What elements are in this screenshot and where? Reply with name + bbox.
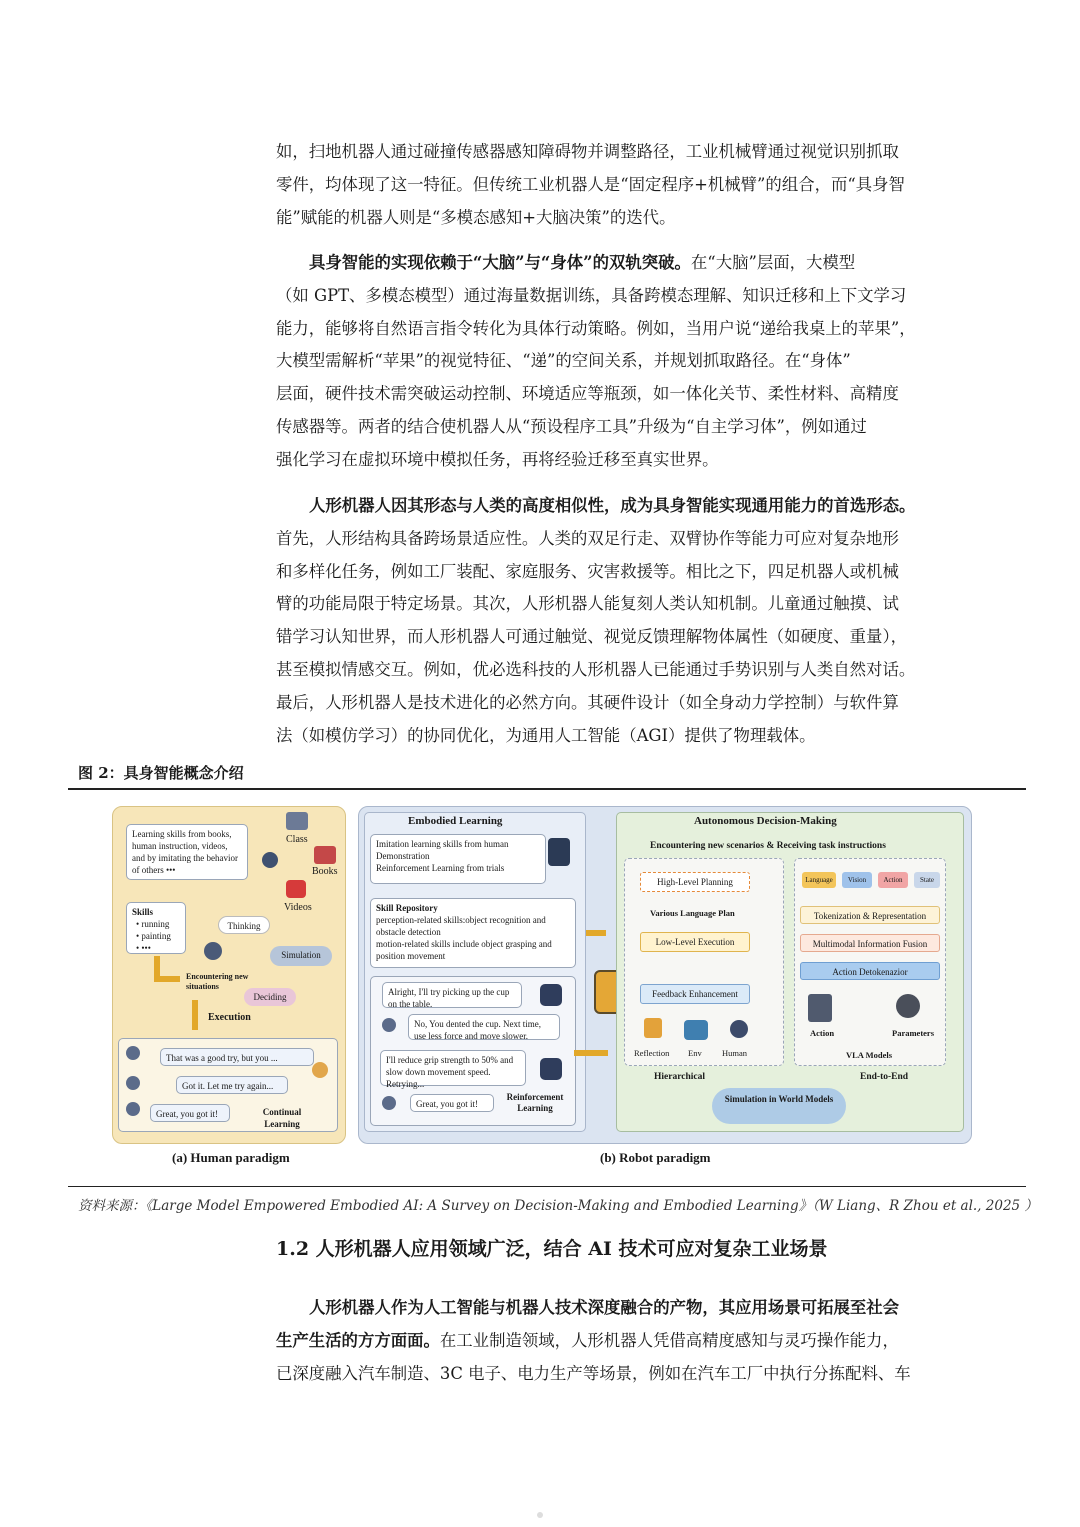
robot-icon: [540, 984, 562, 1006]
paragraph-2: [276, 247, 1004, 477]
learner-avatar-icon: [262, 852, 278, 868]
person-avatar-icon: [126, 1102, 140, 1116]
tokenization-box: Tokenization & Representation: [800, 906, 940, 924]
text-line: 和多样化任务，例如工厂装配、家庭服务、灾害救援等。相比之下，四足机器人或机械: [276, 561, 899, 581]
env-label: Env: [688, 1048, 702, 1058]
books-icon: [314, 846, 336, 864]
skill-repository-title: Skill Repository: [376, 903, 438, 913]
simulation-cloud: Simulation: [270, 946, 332, 966]
gold-arrow: [192, 1000, 198, 1030]
chat-bubble: Got it. Let me try again...: [176, 1076, 288, 1094]
skill-item: • •••: [136, 943, 151, 953]
skill-item: • running: [136, 919, 170, 929]
vision-token: Vision: [842, 872, 872, 888]
various-language-plan: Various Language Plan: [650, 908, 735, 918]
text-line: 大模型需解析“苹果”的视觉特征、“递”的空间关系，并规划抓取路径。在“身体”: [276, 351, 851, 371]
text-line: 首先，人形结构具备跨场景适应性。人类的双足行走、双臂协作等能力可应对复杂地形: [276, 528, 899, 548]
skill-item: • painting: [136, 931, 171, 941]
imitation-text: Imitation learning skills from human Demonstration: [376, 839, 509, 861]
high-level-planning: High-Level Planning: [640, 872, 750, 892]
dialog-bubble: I'll reduce grip strength to 50% and slow down movement speed. Retrying...: [380, 1050, 526, 1086]
gold-arrow: [586, 930, 606, 936]
human-icon: [730, 1020, 748, 1038]
text-line: 最后，人形机器人是技术进化的必然方向。其硬件设计（如全身动力学控制）与软件算: [276, 692, 899, 712]
class-icon: [286, 812, 308, 830]
execution-label: Execution: [208, 1012, 251, 1023]
robot-paradigm-caption: (b) Robot paradigm: [600, 1150, 711, 1165]
person-avatar-icon: [204, 942, 222, 960]
motion-skills: motion-related skills include object grasping and position movement: [376, 939, 552, 961]
text-run: 在“大脑”层面，大模型: [690, 253, 856, 272]
deciding-bubble: Deciding: [244, 988, 296, 1006]
text-line: [276, 490, 1004, 523]
text-line: 传感器等。两者的结合使机器人从“预设程序工具”升级为“自主学习体”，例如通过: [276, 416, 867, 436]
dialog-bubble: No, You dented the cup. Next time, use less force and move slower.: [408, 1014, 560, 1040]
encountering-scenarios-label: Encountering new scenarios & Receiving task instructions: [650, 841, 886, 851]
text-line: 已深度融入汽车制造、3C 电子、电力生产等场景，例如在汽车工厂中执行分拣配料、车: [276, 1363, 911, 1383]
robot-arm-icon: [808, 994, 832, 1022]
feedback-enhancement: Feedback Enhancement: [640, 984, 750, 1004]
end-to-end-label: End-to-End: [860, 1072, 909, 1082]
reinforcement-text: Reinforcement Learning from trials: [376, 863, 505, 873]
skill-repository-box: [370, 898, 576, 968]
dialog-bubble: Great, you got it!: [410, 1094, 494, 1112]
bold-lead: 具身智能的实现依赖于“大脑”与“身体”的双轨突破。: [309, 253, 691, 272]
learning-methods-box: [370, 834, 546, 884]
text-line: 零件，均体现了这一特征。但传统工业机器人是“固定程序+机械臂”的组合，而“具身智: [276, 174, 905, 194]
rl-label: Reinforcement Learning: [506, 1092, 564, 1113]
page-indicator: [537, 1512, 543, 1518]
reflection-label: Reflection: [634, 1048, 670, 1058]
text-line: 臂的功能局限于特定场景。其次，人形机器人能复刻人类认知机制。儿童通过触摸、试: [276, 594, 899, 614]
figure-caption: 图 2：具身智能概念介绍: [78, 764, 244, 782]
figure-top-rule: [68, 788, 1026, 790]
paragraph-3: [276, 490, 1004, 752]
adm-title: Autonomous Decision-Making: [694, 815, 837, 827]
skills-title: Skills: [132, 907, 154, 917]
hierarchical-label: Hierarchical: [654, 1072, 706, 1082]
continual-learning-label: Continual Learning: [262, 1107, 302, 1129]
person-avatar-icon: [382, 1018, 396, 1032]
class-label: Class: [286, 834, 308, 845]
videos-label: Videos: [284, 902, 312, 913]
action-token: Action: [878, 872, 908, 888]
teacher-avatar-icon: [312, 1062, 328, 1078]
gold-arrow: [574, 1050, 608, 1056]
thinking-bubble: Thinking: [218, 916, 270, 934]
bold-lead: 人形机器人作为人工智能与机器人技术深度融合的产物，其应用场景可拓展至社会: [309, 1298, 900, 1317]
text-line: [276, 1292, 1004, 1325]
state-token: State: [914, 872, 940, 888]
text-line: 甚至模拟情感交互。例如，优必选科技的人形机器人已能通过手势识别与人类自然对话。: [276, 659, 916, 679]
text-line: 层面，硬件技术需突破运动控制、环境适应等瓶颈，如一体化关节、柔性材料、高精度: [276, 384, 899, 404]
paragraph-4: [276, 1292, 1004, 1390]
detokenizer-box: Action Detokenazior: [800, 962, 940, 980]
chat-bubble: Great, you got it!: [150, 1104, 230, 1122]
person-avatar-icon: [126, 1076, 140, 1090]
language-token: Language: [802, 872, 836, 888]
robot-head-icon: [548, 838, 570, 866]
section-heading: 1.2 人形机器人应用领域广泛，结合 AI 技术可应对复杂工业场景: [276, 1238, 828, 1260]
perception-skills: perception-related skills:object recognition and obstacle detection: [376, 915, 546, 937]
bold-lead: 生产生活的方方面面。: [276, 1330, 440, 1350]
figure-source: 资料来源：《Large Model Empowered Embodied AI: A Survey on Decision-Making and Embodied Learning》（W Liang、R Zhou et al., 2025 ）: [78, 1198, 1038, 1214]
text-line: [276, 247, 1004, 280]
text-line: 能力，能够将自然语言指令转化为具体行动策略。例如，当用户说“递给我桌上的苹果”，: [276, 318, 916, 338]
text-line: 错学习认知世界，而人形机器人可通过触觉、视觉反馈理解物体属性（如硬度、重量），: [276, 627, 908, 647]
action-label: Action: [810, 1028, 835, 1038]
parameters-label: Parameters: [892, 1028, 935, 1038]
gold-arrow: [154, 976, 180, 982]
text-line: [276, 1325, 1004, 1358]
env-icon: [684, 1020, 708, 1040]
person-avatar-icon: [382, 1096, 396, 1110]
low-level-execution: Low-Level Execution: [640, 932, 750, 952]
bold-lead: 人形机器人因其形态与人类的高度相似性，成为具身智能实现通用能力的首选形态。: [309, 496, 916, 515]
simulation-world-models-cloud: Simulation in World Models: [712, 1088, 846, 1124]
human-paradigm-caption: (a) Human paradigm: [172, 1150, 290, 1165]
fusion-box: Multimodal Information Fusion: [800, 934, 940, 952]
dialog-bubble: Alright, I'll try picking up the cup on the table.: [382, 982, 522, 1008]
text-line: 强化学习在虚拟环境中模拟任务，再将经验迁移至真实世界。: [276, 449, 719, 469]
robot-icon: [540, 1058, 562, 1080]
figure-bottom-rule: [68, 1186, 1026, 1187]
text-run: 在工业制造领域，人形机器人凭借高精度感知与灵巧操作能力，: [439, 1330, 899, 1350]
encountering-label: Encountering new situations: [186, 972, 249, 991]
human-intro-box: Learning skills from books, human instruction, videos, and by imitating the behavior of others •••: [126, 824, 248, 880]
text-line: （如 GPT、多模态模型）通过海量数据训练，具备跨模态理解、知识迁移和上下文学习: [276, 285, 907, 305]
person-avatar-icon: [126, 1046, 140, 1060]
chat-bubble: That was a good try, but you ...: [160, 1048, 314, 1066]
reflection-icon: [644, 1018, 662, 1038]
vla-models-label: VLA Models: [846, 1050, 893, 1060]
text-line: 如，扫地机器人通过碰撞传感器感知障碍物并调整路径，工业机械臂通过视觉识别抓取: [276, 142, 899, 161]
videos-icon: [286, 880, 306, 898]
text-line: 法（如模仿学习）的协同优化，为通用人工智能（AGI）提供了物理载体。: [276, 725, 816, 745]
text-line: 能”赋能的机器人则是“多模态感知+大脑决策”的迭代。: [276, 207, 676, 227]
books-label: Books: [312, 866, 338, 877]
gear-icon: [896, 994, 920, 1018]
human-label: Human: [722, 1048, 748, 1058]
paragraph-1: [276, 136, 1004, 234]
skills-box: [126, 902, 186, 954]
embodied-learning-title: Embodied Learning: [408, 815, 503, 827]
